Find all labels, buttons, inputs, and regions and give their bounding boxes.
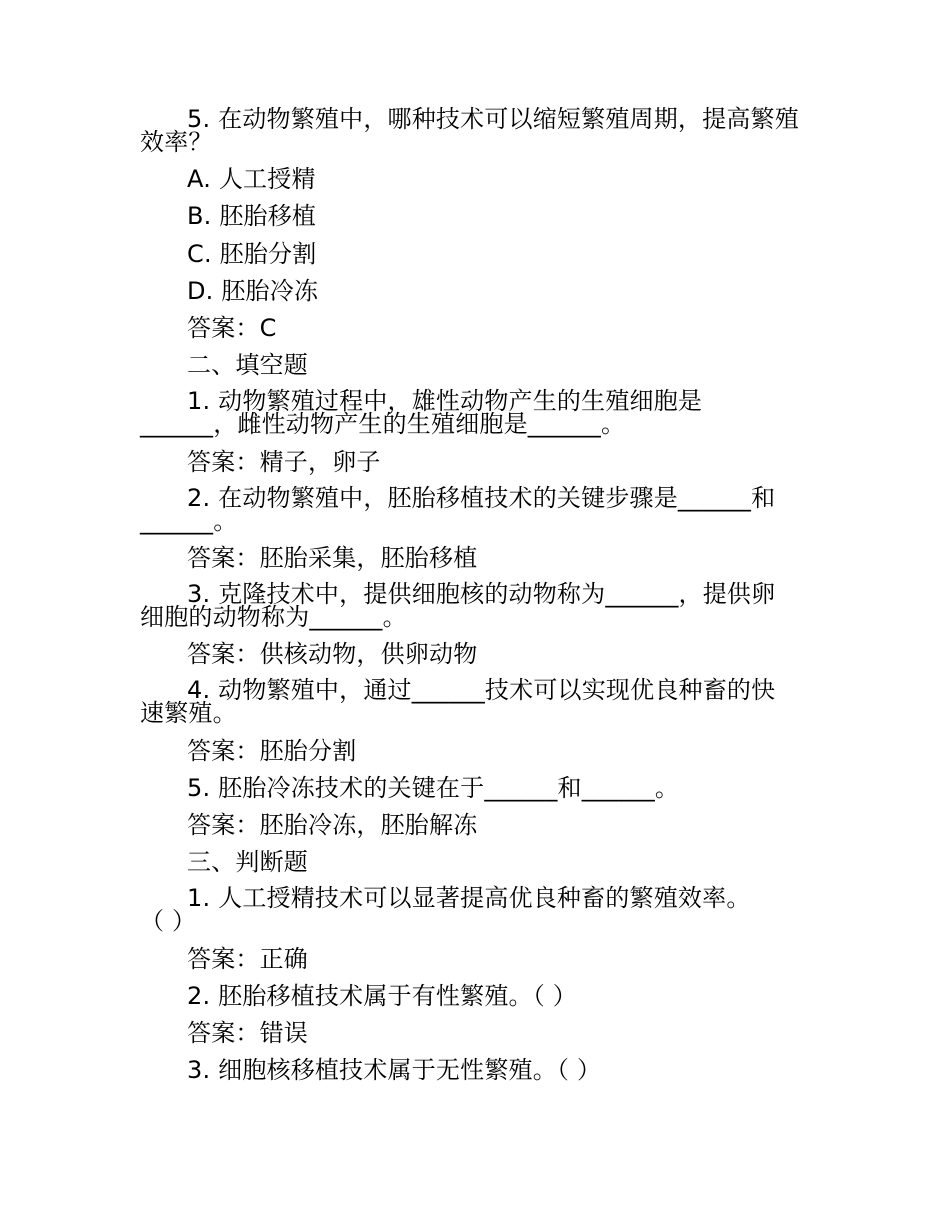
judge-question-1-line-1: 1. 人工授精技术可以显著提高优良种畜的繁殖效率。 <box>187 884 751 912</box>
fill-answer-2: 答案：胚胎采集，胚胎移植 <box>187 544 478 572</box>
fill-question-1-line-1: 1. 动物繁殖过程中，雄性动物产生的生殖细胞是 <box>187 387 703 415</box>
question-5-line-1: 5. 在动物繁殖中，哪种技术可以缩短繁殖周期，提高繁殖 <box>187 105 799 133</box>
fill-question-3 <box>140 580 820 631</box>
fill-question-4-line-1: 4. 动物繁殖中，通过______技术可以实现优良种畜的快 <box>187 676 776 704</box>
judge-question-2: 2. 胚胎移植技术属于有性繁殖。（ ） <box>187 982 577 1010</box>
option-d: D. 胚胎冷冻 <box>187 277 319 305</box>
fill-question-5: 5. 胚胎冷冻技术的关键在于______和______。 <box>187 774 680 802</box>
option-b: B. 胚胎移植 <box>187 202 317 230</box>
judge-question-1 <box>140 884 820 935</box>
fill-question-2 <box>140 484 820 535</box>
fill-answer-1: 答案：精子，卵子 <box>187 448 381 476</box>
fill-question-2-line-1: 2. 在动物繁殖中，胚胎移植技术的关键步骤是______和 <box>187 484 776 512</box>
judge-answer-1: 答案：正确 <box>187 945 308 973</box>
fill-question-4 <box>140 676 820 727</box>
fill-answer-4: 答案：胚胎分割 <box>187 737 357 765</box>
judge-question-1-line-2: （ ） <box>140 907 197 935</box>
section-heading-fill-in: 二、填空题 <box>187 351 308 379</box>
section-heading-true-false: 三、判断题 <box>187 848 308 876</box>
fill-question-4-line-2: 速繁殖。 <box>140 699 237 727</box>
question-5 <box>140 105 820 156</box>
question-5-line-2: 效率？ <box>140 128 213 156</box>
judge-answer-2: 答案：错误 <box>187 1019 308 1047</box>
fill-question-3-line-2: 细胞的动物称为______。 <box>140 603 407 631</box>
fill-answer-3: 答案：供核动物，供卵动物 <box>187 640 478 668</box>
fill-question-1 <box>140 387 820 438</box>
option-a: A. 人工授精 <box>187 165 316 193</box>
fill-question-3-line-1: 3. 克隆技术中，提供细胞核的动物称为______，提供卵 <box>187 580 776 608</box>
fill-question-1-line-2: ______，雌性动物产生的生殖细胞是______。 <box>140 410 626 438</box>
option-c: C. 胚胎分割 <box>187 240 317 268</box>
fill-answer-5: 答案：胚胎冷冻，胚胎解冻 <box>187 811 478 839</box>
judge-question-3: 3. 细胞核移植技术属于无性繁殖。（ ） <box>187 1056 602 1084</box>
fill-question-2-line-2: ______。 <box>140 507 238 535</box>
answer-q5: 答案：C <box>187 314 277 342</box>
